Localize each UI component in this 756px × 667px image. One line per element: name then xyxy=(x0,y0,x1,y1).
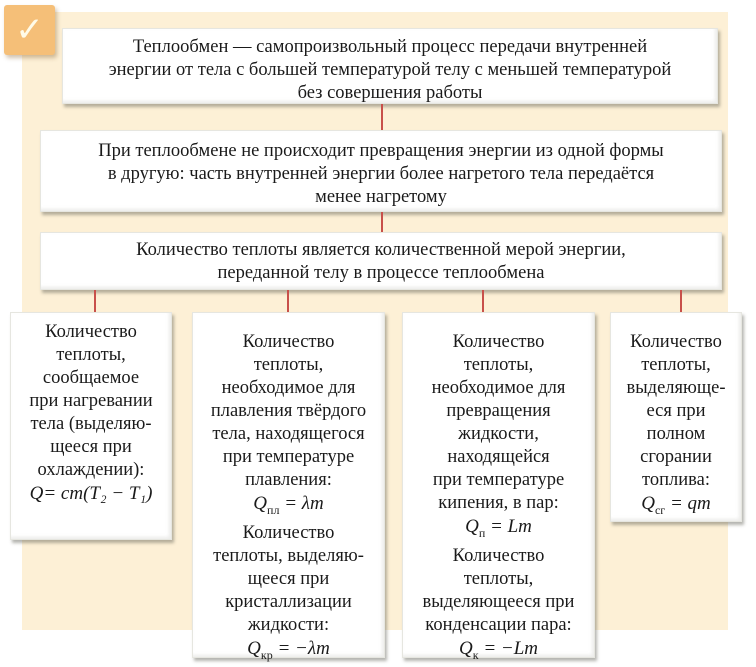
text-line: щееся при xyxy=(50,437,132,457)
text-line: теплоты, xyxy=(56,345,126,365)
text-line: теплоты, xyxy=(253,355,324,375)
formula: $Q_к = -Lm$ xyxy=(458,637,538,662)
formula: $Q_{пл} = \lambda m$ xyxy=(253,493,324,517)
text-line: Количество xyxy=(242,332,335,352)
text-line: конденсации пара: xyxy=(425,614,572,635)
definition-box xyxy=(62,28,718,104)
text-line: тела, находящегося xyxy=(212,424,365,444)
text-line: кипения, в пар: xyxy=(438,493,559,513)
text-line: Количество xyxy=(45,322,137,342)
formula: $Q_п = Lm$ xyxy=(465,516,532,540)
connector xyxy=(287,290,289,312)
text-line: плавления твёрдого xyxy=(210,401,367,421)
text-line: Количество xyxy=(630,332,722,352)
text-line: выделяюще- xyxy=(626,378,726,398)
text-line: Количество теплоты является количественной мерой энергии, xyxy=(136,240,626,260)
text-line: менее нагретому xyxy=(315,187,447,207)
text-line: теплоты, xyxy=(463,568,534,589)
combustion-box xyxy=(610,312,742,522)
text-line: без совершения работы xyxy=(297,83,483,103)
connector xyxy=(381,104,383,130)
check-icon: ✓ xyxy=(15,10,44,50)
text-line: необходимое для xyxy=(221,378,356,398)
text-line: при нагревании xyxy=(29,391,153,411)
text-line: кристаллизации xyxy=(225,591,352,612)
formula: Q= cm(T₂ − T₁) xyxy=(29,483,153,504)
connector xyxy=(482,290,484,312)
formula: $Q_{сг}$ = qm xyxy=(641,493,711,517)
text-line: теплоты, выделяю- xyxy=(213,545,364,566)
energy-transfer-box xyxy=(40,130,722,212)
heat-quantity-box xyxy=(40,232,722,290)
text-line: теплоты, xyxy=(641,355,711,375)
heating-box xyxy=(10,312,172,540)
text-line: находящейся xyxy=(447,447,550,467)
text-line: в другую: часть внутренней энергии более нагретого тела передаётся xyxy=(107,164,655,184)
text-line: жидкости: xyxy=(247,614,330,635)
connector xyxy=(381,212,383,232)
text-line: топлива: xyxy=(642,470,710,490)
text-line: тела (выделяю- xyxy=(30,414,152,434)
text-line: жидкости, xyxy=(458,424,539,444)
text-line: плавления: xyxy=(245,470,332,490)
text-line: теплоты, xyxy=(463,355,534,375)
text-line: щееся при xyxy=(247,568,330,589)
melting-box xyxy=(192,312,385,662)
text-line: Количество xyxy=(242,522,335,543)
text-line: выделяющееся при xyxy=(422,591,575,612)
text-line: необходимое для xyxy=(431,378,566,398)
text-line: переданной телу в процессе теплообмена xyxy=(217,263,545,283)
text-line: При теплообмене не происходит превращения энергии из одной формы xyxy=(98,141,664,161)
boiling-box xyxy=(402,312,595,662)
text-line: энергии от тела с большей температурой телу с меньшей температурой xyxy=(108,60,672,80)
text-line: полном xyxy=(646,424,706,444)
text-line: при температуре xyxy=(222,447,355,467)
formula: $Q_{кр} = -\lambda m$ xyxy=(247,637,330,662)
text-line: при температуре xyxy=(432,470,565,490)
check-badge xyxy=(4,5,55,55)
text-line: еся при xyxy=(646,401,706,421)
connector xyxy=(680,290,682,312)
text-line: Количество xyxy=(452,332,545,352)
text-line: Количество xyxy=(452,545,545,566)
text-line: сгорании xyxy=(640,447,712,467)
text-line: сообщаемое xyxy=(42,368,140,388)
text-line: превращения xyxy=(446,401,551,421)
connector xyxy=(94,290,96,312)
text-line: охлаждении): xyxy=(37,460,145,480)
text-line: Теплообмен — самопроизвольный процесс передачи внутренней xyxy=(132,37,648,57)
